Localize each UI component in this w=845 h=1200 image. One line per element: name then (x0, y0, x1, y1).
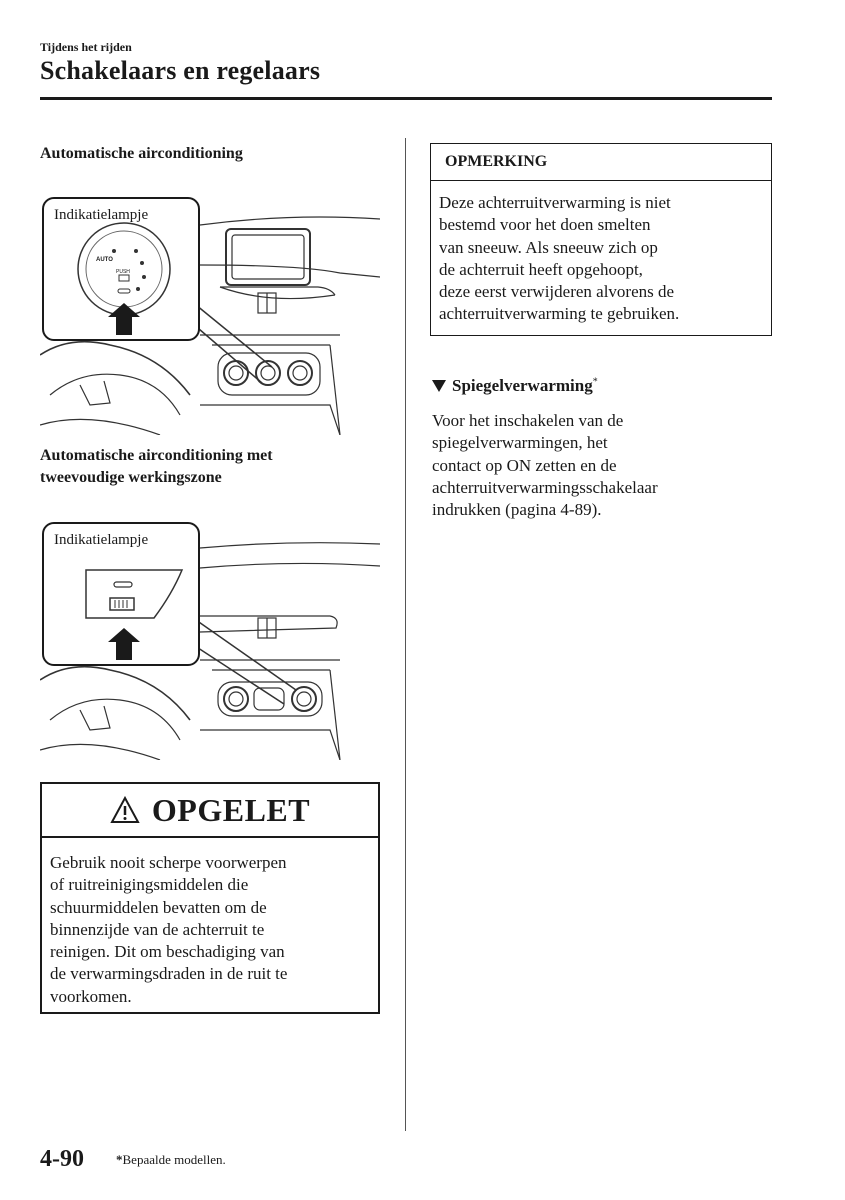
caution-line: de verwarmingsdraden in de ruit te (50, 964, 288, 984)
section-label: Tijdens het rijden (40, 40, 132, 54)
mirror-line: indrukken (pagina 4-89). (432, 500, 602, 520)
mirror-line: spiegelverwarmingen, het (432, 433, 608, 453)
note-line: van sneeuw. Als sneeuw zich op (439, 237, 658, 257)
caution-line: voorkomen. (50, 986, 132, 1006)
footnote-text: Bepaalde modellen. (122, 1152, 226, 1167)
note-body (431, 181, 771, 326)
note-line: deze eerst verwijderen alvorens de (439, 282, 675, 302)
dial-push-label: PUSH (116, 269, 130, 275)
indicator-callout-dual (42, 522, 200, 666)
caution-title: OPGELET (151, 791, 311, 828)
caution-header (42, 784, 378, 838)
mirror-heating-title: Spiegelverwarming* (452, 376, 598, 395)
page-title: Schakelaars en regelaars (40, 56, 321, 85)
page-number: 4-90 (40, 1146, 84, 1172)
caution-body (42, 838, 378, 1008)
mirror-line: Voor het inschakelen van de (432, 411, 624, 430)
caution-line: schuurmiddelen bevatten om de (50, 897, 267, 917)
mirror-line: achterruitverwarmingsschakelaar (432, 477, 658, 497)
dual-zone-heading-line2: tweevoudige werkingszone (40, 469, 222, 486)
mirror-line: contact op ON zetten en de (432, 455, 617, 475)
caution-box (40, 782, 380, 1014)
note-line: achterruitverwarming te gebruiken. (439, 304, 680, 324)
note-title: OPMERKING (431, 144, 771, 181)
title-rule (40, 97, 772, 100)
caution-line: of ruitreinigingsmiddelen die (50, 875, 249, 895)
footnote-marker: * (116, 1152, 123, 1167)
auto-ac-heading: Automatische airconditioning (40, 145, 243, 162)
warning-triangle-icon (110, 796, 140, 824)
model-marker: * (592, 376, 598, 388)
dual-zone-illustration (40, 520, 380, 760)
indicator-label: Indikatielampje (54, 207, 149, 223)
footnote (116, 1152, 226, 1168)
caution-line: binnenzijde van de achterruit te (50, 919, 265, 939)
mirror-heating-body (432, 410, 772, 521)
caution-line: reinigen. Dit om beschadiging van (50, 942, 285, 962)
note-line: Deze achterruitverwarming is niet (439, 193, 671, 212)
down-triangle-icon (431, 379, 447, 393)
indicator-label-dual: Indikatielampje (54, 532, 149, 548)
dial-auto-label: AUTO (96, 257, 113, 263)
column-divider (405, 138, 406, 1131)
note-line: de achterruit heeft opgehoopt, (439, 259, 643, 279)
note-line: bestemd voor het doen smelten (439, 215, 651, 235)
rear-defroster-switch-icon (44, 524, 198, 664)
note-box (430, 143, 772, 336)
auto-ac-illustration (40, 195, 380, 435)
dual-zone-heading-line1: Automatische airconditioning met (40, 447, 273, 464)
dual-zone-heading (40, 445, 273, 489)
indicator-callout (42, 197, 200, 341)
caution-line: Gebruik nooit scherpe voorwerpen (50, 853, 287, 872)
mirror-heating-heading (431, 376, 598, 396)
